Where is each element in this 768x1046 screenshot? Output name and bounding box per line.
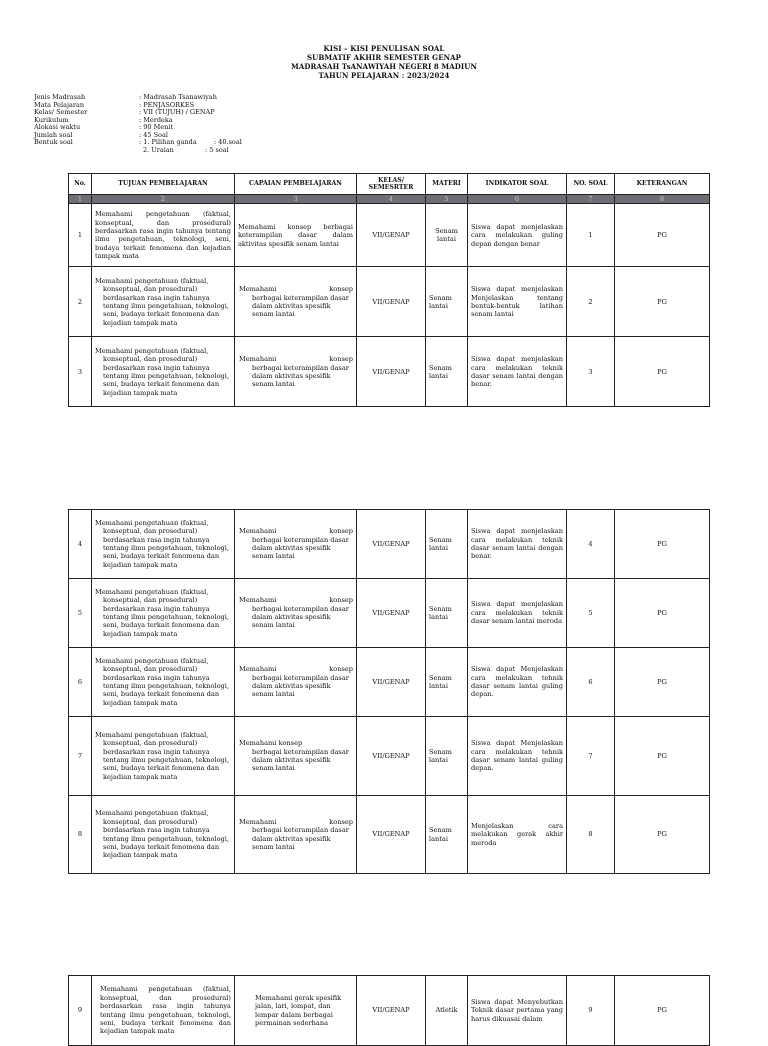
capaian-first-line: Memahami konsep <box>239 665 353 674</box>
kisi-table-part-2 <box>68 509 710 874</box>
info-value: 2. Uraian <box>143 145 174 154</box>
table-row <box>69 579 710 648</box>
tujuan-first-line: Memahami pengetahuan (faktual, <box>95 656 209 665</box>
materi-cell: Senam lantai <box>426 204 468 267</box>
row-number: 6 <box>69 648 92 717</box>
tujuan-cell <box>92 267 235 337</box>
school-name: MADRASAH TsANAWIYAH NEGERI 8 MADIUN <box>290 62 478 71</box>
info-label: Jumlah soal <box>34 130 73 139</box>
materi-cell: Senam lantai <box>426 267 468 337</box>
header-tujuan: TUJUAN PEMBELAJARAN <box>92 174 235 195</box>
materi-cell: Senam lantai <box>426 796 468 874</box>
materi-cell: Senam lantai <box>426 648 468 717</box>
tujuan-cell <box>92 648 235 717</box>
info-value: : 90 Menit <box>139 123 173 131</box>
kelas-cell: VII/GENAP <box>357 267 426 337</box>
tujuan-rest: konseptual, dan prosedural) berdasarkan rasa ingin tahunya tentang ilmu pengetahuan, teknologi, seni, budaya terkait fenomena dan kejadian tampak mata <box>103 285 229 327</box>
kisi-table-part-1 <box>68 173 710 407</box>
keterangan-cell: PG <box>615 204 710 267</box>
tujuan-rest: konseptual, dan prosedural) berdasarkan rasa ingin tahunya tentang ilmu pengetahuan, teknologi, seni, budaya terkait fenomena dan kejadian tampak mata <box>103 739 229 781</box>
indikator-cell: Menjelaskan cara melakukan gerak akhir meroda <box>468 796 567 874</box>
capaian-first-line: Memahami konsep <box>239 527 353 536</box>
kelas-cell: VII/GENAP <box>357 717 426 796</box>
keterangan-cell: PG <box>615 717 710 796</box>
materi-cell: Senam lantai <box>426 717 468 796</box>
keterangan-cell: PG <box>615 337 710 407</box>
tujuan-cell: Memahami pengetahuan (faktual, konseptual, dan prosedural) berdasarkan rasa ingin tahunya tentang ilmu pengetahuan, teknologi, seni, budaya terkait fenomena dan kejadian tampak mata <box>92 976 235 1046</box>
keterangan-cell: PG <box>615 510 710 579</box>
tujuan-cell <box>92 579 235 648</box>
indikator-cell: Siswa dapat menjelaskan cara melakukan teknik dasar senam lantai meroda <box>468 579 567 648</box>
tujuan-cell <box>92 796 235 874</box>
no-soal-cell: 2 <box>567 267 615 337</box>
header-keterangan: KETERANGAN <box>615 174 710 195</box>
tujuan-rest: konseptual, dan prosedural) berdasarkan rasa ingin tahunya tentang ilmu pengetahuan, teknologi, seni, budaya terkait fenomena dan kejadian tampak mata <box>103 355 229 397</box>
info-value: : 40.soal <box>214 138 242 146</box>
capaian-cell <box>235 579 357 648</box>
capaian-cell <box>235 717 357 796</box>
capaian-first-line: Memahami konsep <box>239 355 353 364</box>
indikator-cell: Siswa dapat menjelaskan cara melakukan guling depan dengan benar <box>468 204 567 267</box>
kelas-cell: VII/GENAP <box>357 510 426 579</box>
tujuan-rest: konseptual, dan prosedural) berdasarkan rasa ingin tahunya tentang ilmu pengetahuan, teknologi, seni, budaya terkait fenomena dan kejadian tampak mata <box>103 665 229 707</box>
keterangan-cell: PG <box>615 579 710 648</box>
column-number: 8 <box>615 195 710 204</box>
row-number: 3 <box>69 337 92 407</box>
tujuan-cell <box>92 510 235 579</box>
tujuan-cell <box>92 717 235 796</box>
kelas-cell: VII/GENAP <box>357 648 426 717</box>
capaian-rest: berbagai keterampilan dasar dalam aktivitas spesifik senam lantai <box>252 747 349 773</box>
info-label: Mata Pelajaran <box>34 100 85 109</box>
column-number: 4 <box>357 195 426 204</box>
info-label: Bentuk soal <box>34 138 73 146</box>
info-label: Kurikulum <box>34 115 69 124</box>
table-row <box>69 267 710 337</box>
tujuan-first-line: Memahami pengetahuan (faktual, <box>95 809 209 818</box>
info-value: : 1. Pilihan ganda <box>139 138 197 146</box>
table-row <box>69 337 710 407</box>
no-soal-cell: 9 <box>567 976 615 1046</box>
capaian-rest: berbagai keterampilan dasar dalam aktivitas spesifik senam lantai <box>252 826 349 851</box>
tujuan-rest: konseptual, dan prosedural) berdasarkan rasa ingin tahunya tentang ilmu pengetahuan, teknologi, seni, budaya terkait fenomena dan kejadian tampak mata <box>103 527 229 569</box>
no-soal-cell: 4 <box>567 510 615 579</box>
column-number: 7 <box>567 195 615 204</box>
capaian-cell <box>235 267 357 337</box>
keterangan-cell: PG <box>615 648 710 717</box>
kelas-cell: VII/GENAP <box>357 204 426 267</box>
tujuan-first-line: Memahami pengetahuan (faktual, <box>95 730 209 739</box>
table-row <box>69 648 710 717</box>
info-value: : PENJASORKES <box>139 100 195 109</box>
row-number: 5 <box>69 579 92 648</box>
indikator-cell: Siswa dapat Menyebutkan Teknik dasar pertama yang harus dikuasai dalam <box>468 976 567 1046</box>
table-row <box>69 204 710 267</box>
column-number: 3 <box>235 195 357 204</box>
capaian-cell: Memahami gerak spesifik jalan, lari, lompat, dan lempar dalam berbagai permainan sederhana <box>235 976 357 1046</box>
info-value: : 45 Soal <box>139 130 168 139</box>
kelas-cell: VII/GENAP <box>357 337 426 407</box>
capaian-cell <box>235 648 357 717</box>
header-materi: MATERI <box>426 174 468 195</box>
kisi-table-part-3 <box>68 975 710 1046</box>
capaian-rest: berbagai keterampilan dasar dalam aktivitas spesifik senam lantai <box>252 604 349 630</box>
capaian-first-line: Memahami konsep <box>239 739 303 748</box>
header-capaian: CAPAIAN PEMBELAJARAN <box>235 174 357 195</box>
capaian-cell <box>235 510 357 579</box>
tujuan-cell: Memahami pengetahuan (faktual, konseptual, dan prosedural) berdasarkan rasa ingin tahunya tentang ilmu pengetahuan, teknologi, seni, budaya terkait fenomena dan kejadian tampak mata <box>92 204 235 267</box>
doc-subtitle: SUBMATIF AKHIR SEMESTER GENAP <box>306 53 462 62</box>
header-indikator: INDIKATOR SOAL <box>468 174 567 195</box>
info-value: : VII (TUJUH) / GENAP <box>139 108 215 116</box>
capaian-cell <box>235 337 357 407</box>
capaian-first-line: Memahami konsep <box>239 285 353 294</box>
capaian-rest: berbagai keterampilan dasar dalam aktivitas spesifik senam lantai <box>252 535 349 561</box>
school-year: TAHUN PELAJARAN : 2023/2024 <box>318 71 450 80</box>
table-row <box>69 717 710 796</box>
no-soal-cell: 1 <box>567 204 615 267</box>
materi-cell: Senam lantai <box>426 337 468 407</box>
tujuan-first-line: Memahami pengetahuan (faktual, <box>95 518 209 527</box>
header-kelas: KELAS/ SEMESRTER <box>357 174 426 195</box>
column-number: 1 <box>69 195 92 204</box>
info-label: Alokasi waktu <box>34 123 81 131</box>
kelas-cell: VII/GENAP <box>357 796 426 874</box>
indikator-cell: Siswa dapat Menjelaskan cara melakukan tehnik dasar senam lantai guling depan. <box>468 648 567 717</box>
table-row <box>69 976 710 1046</box>
capaian-cell <box>235 796 357 874</box>
keterangan-cell: PG <box>615 267 710 337</box>
row-number: 8 <box>69 796 92 874</box>
capaian-rest: berbagai keterampilan dasar dalam aktivitas spesifik senam lantai <box>252 293 349 319</box>
no-soal-cell: 5 <box>567 579 615 648</box>
indikator-cell: Siswa dapat menjelaskan Menjelaskan tentang bentuk-bentuk latihan senam lantai <box>468 267 567 337</box>
keterangan-cell: PG <box>615 796 710 874</box>
column-number-row <box>69 195 710 204</box>
info-label: Kelas/ Semester <box>34 108 88 116</box>
row-number: 9 <box>69 976 92 1046</box>
capaian-first-line: Memahami konsep <box>239 817 353 826</box>
indikator-cell: Siswa dapat menjelaskan cara melakukan teknik dasar senam lantai dengan benar. <box>468 337 567 407</box>
column-number: 2 <box>92 195 235 204</box>
capaian-cell: Memahami konsep berbagai keterampilan dasar dalam aktivitas spesifik senam lantai <box>235 204 357 267</box>
row-number: 7 <box>69 717 92 796</box>
keterangan-cell: PG <box>615 976 710 1046</box>
indikator-cell: Siswa dapat Menjelaskan cara melakukan tehnik dasar senam lantai guling depan. <box>468 717 567 796</box>
kelas-cell: VII/GENAP <box>357 579 426 648</box>
doc-title: KISI – KISI PENULISAN SOAL <box>323 44 445 53</box>
materi-cell: Senam lantai <box>426 510 468 579</box>
capaian-rest: berbagai keterampilan dasar dalam aktivitas spesifik senam lantai <box>252 673 349 699</box>
document-header <box>0 44 768 80</box>
header-no: No. <box>69 174 92 195</box>
materi-cell: Atletik <box>426 976 468 1046</box>
capaian-rest: berbagai keterampilan dasar dalam aktivitas spesifik senam lantai <box>252 363 349 389</box>
capaian-first-line: Memahami konsep <box>239 596 353 605</box>
row-number: 1 <box>69 204 92 267</box>
table-row <box>69 510 710 579</box>
info-block <box>34 94 334 154</box>
tujuan-rest: konseptual, dan prosedural) berdasarkan rasa ingin tahunya tentang ilmu pengetahuan, teknologi, seni, budaya terkait fenomena dan kejadian tampak mata <box>103 596 229 638</box>
column-number: 5 <box>426 195 468 204</box>
indikator-cell: Siswa dapat menjelaskan cara melakukan teknik dasar senam lantai dengan benar. <box>468 510 567 579</box>
info-value: : 5 soal <box>205 145 229 154</box>
no-soal-cell: 8 <box>567 796 615 874</box>
materi-cell: Senam lantai <box>426 579 468 648</box>
table-row <box>69 796 710 874</box>
no-soal-cell: 3 <box>567 337 615 407</box>
tujuan-first-line: Memahami pengetahuan (faktual, <box>95 587 209 596</box>
no-soal-cell: 6 <box>567 648 615 717</box>
column-number: 6 <box>468 195 567 204</box>
info-value: : Merdeka <box>139 115 173 124</box>
tujuan-first-line: Memahami pengetahuan (faktual, <box>95 346 209 355</box>
tujuan-first-line: Memahami pengetahuan (faktual, <box>95 276 209 285</box>
row-number: 4 <box>69 510 92 579</box>
info-value: : Madrasah Tsanawiyah <box>139 93 217 101</box>
info-label: Jenis Madrasah <box>34 93 86 101</box>
no-soal-cell: 7 <box>567 717 615 796</box>
header-no-soal: NO. SOAL <box>567 174 615 195</box>
tujuan-cell <box>92 337 235 407</box>
kelas-cell: VII/GENAP <box>357 976 426 1046</box>
tujuan-rest: konseptual, dan prosedural) berdasarkan rasa ingin tahunya tentang ilmu pengetahuan, teknologi, seni, budaya terkait fenomena dan kejadian tampak mata <box>103 817 229 860</box>
row-number: 2 <box>69 267 92 337</box>
